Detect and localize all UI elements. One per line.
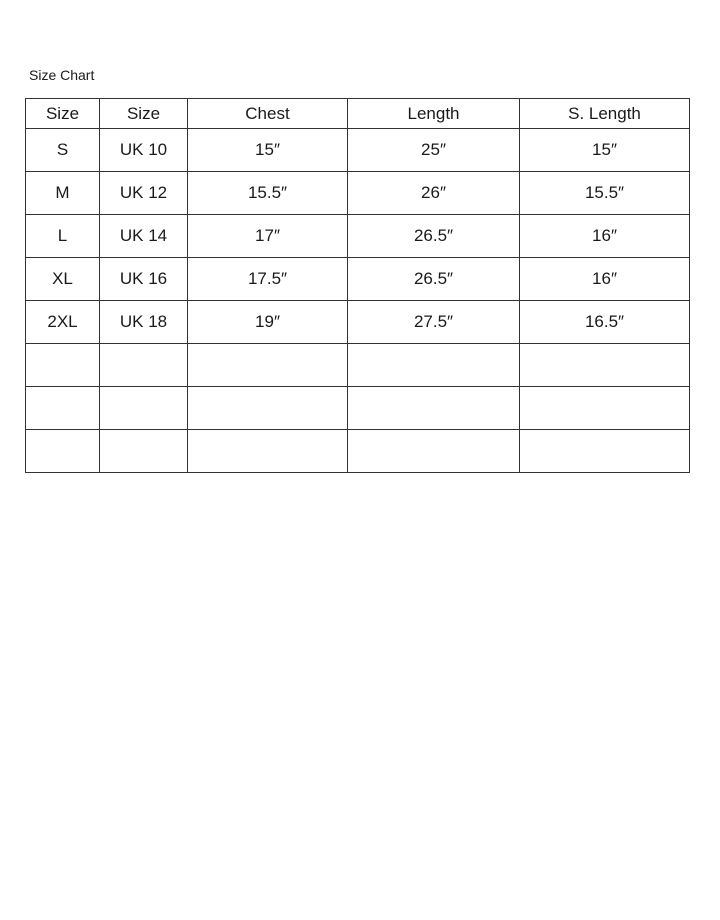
table-row: [26, 215, 690, 258]
cell-length: [348, 387, 520, 430]
cell-uk-size: [100, 387, 188, 430]
cell-length: 25″: [348, 129, 520, 172]
cell-size: [26, 387, 100, 430]
cell-uk-size: UK 16: [100, 258, 188, 301]
cell-chest: 15.5″: [188, 172, 348, 215]
table-row-empty: [26, 387, 690, 430]
cell-size: [26, 430, 100, 473]
cell-length: [348, 430, 520, 473]
cell-uk-size: UK 12: [100, 172, 188, 215]
cell-length: 26″: [348, 172, 520, 215]
cell-size: L: [26, 215, 100, 258]
cell-uk-size: UK 18: [100, 301, 188, 344]
cell-length: 26.5″: [348, 258, 520, 301]
cell-uk-size: [100, 430, 188, 473]
cell-chest: [188, 387, 348, 430]
cell-sleeve-length: [520, 430, 690, 473]
cell-uk-size: [100, 344, 188, 387]
table-row-empty: [26, 344, 690, 387]
header-sleeve-length: S. Length: [520, 99, 690, 129]
header-chest: Chest: [188, 99, 348, 129]
table-row-empty: [26, 430, 690, 473]
size-chart-table: [25, 98, 690, 473]
header-row: [26, 99, 690, 129]
cell-chest: 17.5″: [188, 258, 348, 301]
table-row: [26, 129, 690, 172]
cell-sleeve-length: 15″: [520, 129, 690, 172]
table-row: [26, 258, 690, 301]
cell-uk-size: UK 10: [100, 129, 188, 172]
header-size: Size: [26, 99, 100, 129]
cell-chest: [188, 344, 348, 387]
cell-chest: 19″: [188, 301, 348, 344]
cell-sleeve-length: [520, 387, 690, 430]
header-uk-size: Size: [100, 99, 188, 129]
cell-size: M: [26, 172, 100, 215]
table-row: [26, 301, 690, 344]
cell-sleeve-length: [520, 344, 690, 387]
table-row: [26, 172, 690, 215]
cell-size: XL: [26, 258, 100, 301]
cell-sleeve-length: 16″: [520, 215, 690, 258]
cell-sleeve-length: 15.5″: [520, 172, 690, 215]
cell-uk-size: UK 14: [100, 215, 188, 258]
page-title: Size Chart: [29, 67, 95, 83]
cell-length: 26.5″: [348, 215, 520, 258]
cell-chest: 15″: [188, 129, 348, 172]
cell-size: 2XL: [26, 301, 100, 344]
header-length: Length: [348, 99, 520, 129]
cell-size: S: [26, 129, 100, 172]
cell-size: [26, 344, 100, 387]
cell-chest: [188, 430, 348, 473]
cell-length: [348, 344, 520, 387]
cell-sleeve-length: 16″: [520, 258, 690, 301]
cell-length: 27.5″: [348, 301, 520, 344]
cell-chest: 17″: [188, 215, 348, 258]
cell-sleeve-length: 16.5″: [520, 301, 690, 344]
